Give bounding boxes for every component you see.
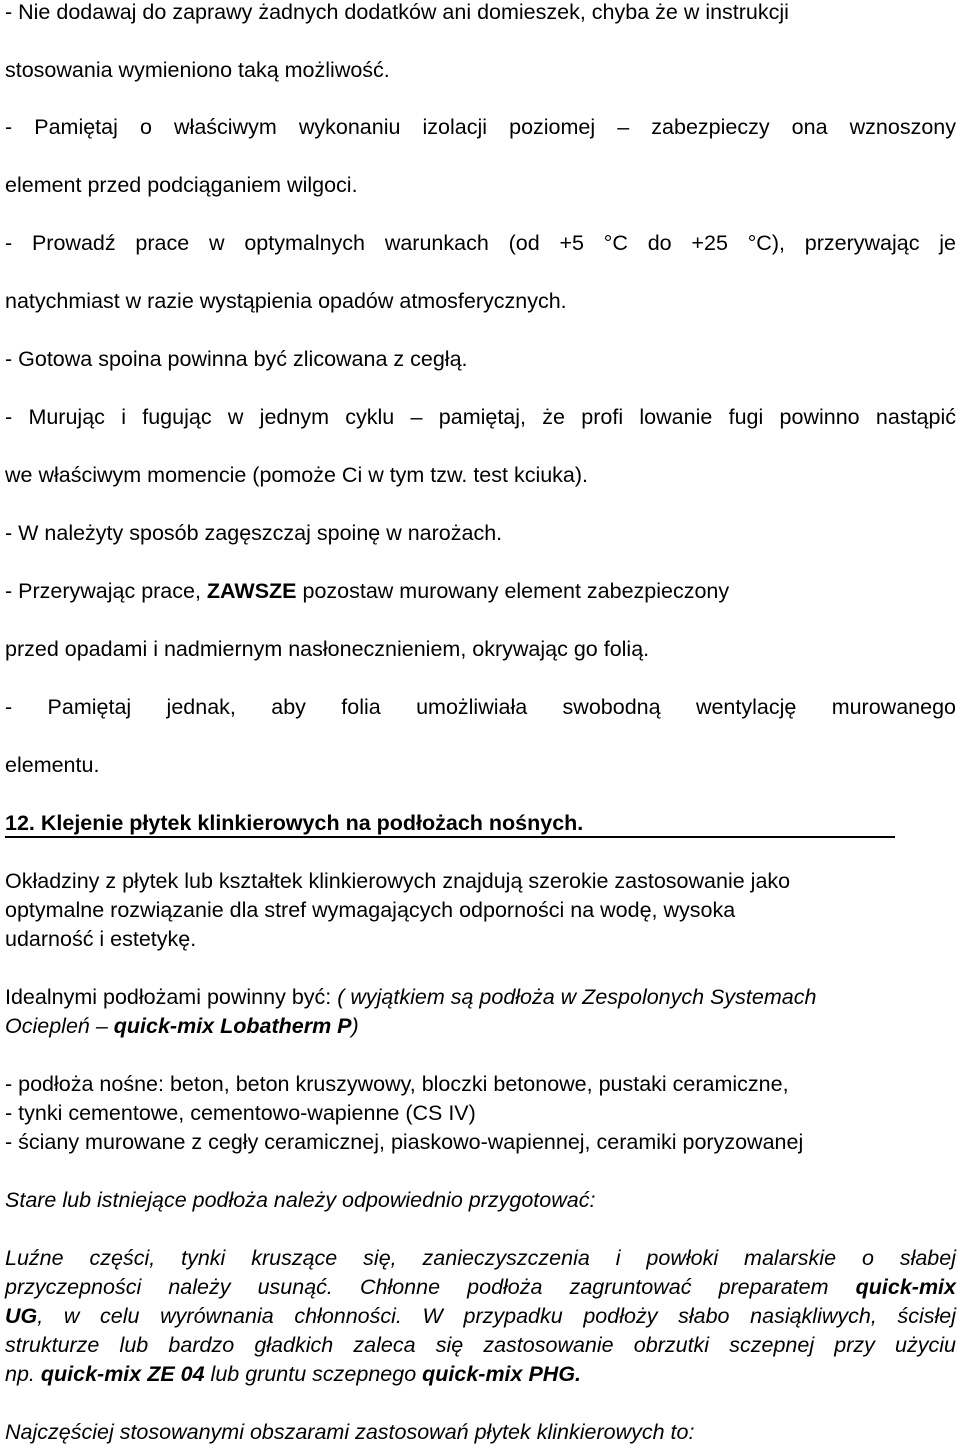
text-line: - Nie dodawaj do zaprawy żadnych dodatków ani domieszek, chyba że w instrukcji xyxy=(5,0,789,24)
text-run-italic: ) xyxy=(351,1014,359,1038)
text-line: elementu. xyxy=(5,753,100,777)
text-line: strukturze lub bardzo gładkich zaleca się zastosowanie obrzutki sczepnej przy użyciu xyxy=(5,1333,956,1357)
text-line: Najczęściej stosowanymi obszarami zastosowań płytek klinkierowych to: xyxy=(5,1420,695,1444)
text-run: pozostaw murowany element zabezpieczony xyxy=(296,579,730,603)
text-line xyxy=(5,579,729,604)
text-line: - Prowadź prace w optymalnych warunkach (od +5 °C do +25 °C), przerywając je xyxy=(5,231,956,255)
list-item: - tynki cementowe, cementowo-wapienne (CS IV) xyxy=(5,1101,476,1125)
text-run-italic: przyczepności należy usunąć. Chłonne podłoża zagruntować preparatem xyxy=(5,1275,856,1299)
text-run-italic: , w celu wyrównania chłonności. W przypadku podłoży słabo nasiąkliwych, ścisłej xyxy=(37,1304,956,1328)
product-name: quick-mix Lobatherm P xyxy=(113,1014,352,1038)
text-line: - W należyty sposób zagęszczaj spoinę w narożach. xyxy=(5,521,503,545)
text-run-italic: lub gruntu sczepnego xyxy=(204,1362,423,1386)
text-line: - Pamiętaj jednak, aby folia umożliwiała swobodną wentylację murowanego xyxy=(5,695,956,719)
list-item: - ściany murowane z cegły ceramicznej, piaskowo-wapiennej, ceramiki poryzowanej xyxy=(5,1130,804,1154)
text-run-italic: ( wyjątkiem są podłoża w Zespolonych Systemach xyxy=(337,985,817,1009)
text-line xyxy=(5,1275,956,1300)
product-name: quick-mix PHG. xyxy=(422,1362,582,1386)
text-line: - Murując i fugując w jednym cyklu – pamiętaj, że profi lowanie fugi powinno nastąpić xyxy=(5,405,956,429)
text-line: we właściwym momencie (pomoże Ci w tym tzw. test kciuka). xyxy=(5,463,589,487)
text-run-italic: Ociepleń – xyxy=(5,1014,114,1038)
product-name: quick-mix ZE 04 xyxy=(40,1362,205,1386)
text-line: element przed podciąganiem wilgoci. xyxy=(5,173,358,197)
text-line: Stare lub istniejące podłoża należy odpowiednio przygotować: xyxy=(5,1188,596,1212)
text-line: natychmiast w razie wystąpienia opadów atmosferycznych. xyxy=(5,289,567,313)
text-line xyxy=(5,1304,956,1329)
list-item: - podłoża nośne: beton, beton kruszywowy, bloczki betonowe, pustaki ceramiczne, xyxy=(5,1072,789,1096)
text-run-italic: np. xyxy=(5,1362,41,1386)
text-run: - Przerywając prace, xyxy=(5,579,207,603)
text-line: - Pamiętaj o właściwym wykonaniu izolacji poziomej – zabezpieczy ona wznoszony xyxy=(5,115,956,139)
text-line xyxy=(5,1014,359,1039)
text-line: optymalne rozwiązanie dla stref wymagających odporności na wodę, wysoka xyxy=(5,898,736,922)
text-run: Idealnymi podłożami powinny być: xyxy=(5,985,338,1009)
text-line: Okładziny z płytek lub kształtek klinkierowych znajdują szerokie zastosowanie jako xyxy=(5,869,791,893)
section-heading: 12. Klejenie płytek klinkierowych na podłożach nośnych. xyxy=(5,811,895,838)
text-line: - Gotowa spoina powinna być zlicowana z cegłą. xyxy=(5,347,468,371)
text-line: stosowania wymieniono taką możliwość. xyxy=(5,58,390,82)
product-name: quick-mix xyxy=(855,1275,956,1299)
text-line: udarność i estetykę. xyxy=(5,927,197,951)
text-line xyxy=(5,1362,581,1387)
text-line: przed opadami i nadmiernym nasłonecznieniem, okrywając go folią. xyxy=(5,637,650,661)
emphasis-always: ZAWSZE xyxy=(206,579,297,603)
text-line xyxy=(5,985,816,1010)
product-name: UG xyxy=(5,1304,38,1328)
text-line: Luźne części, tynki kruszące się, zanieczyszczenia i powłoki malarskie o słabej xyxy=(5,1246,956,1270)
